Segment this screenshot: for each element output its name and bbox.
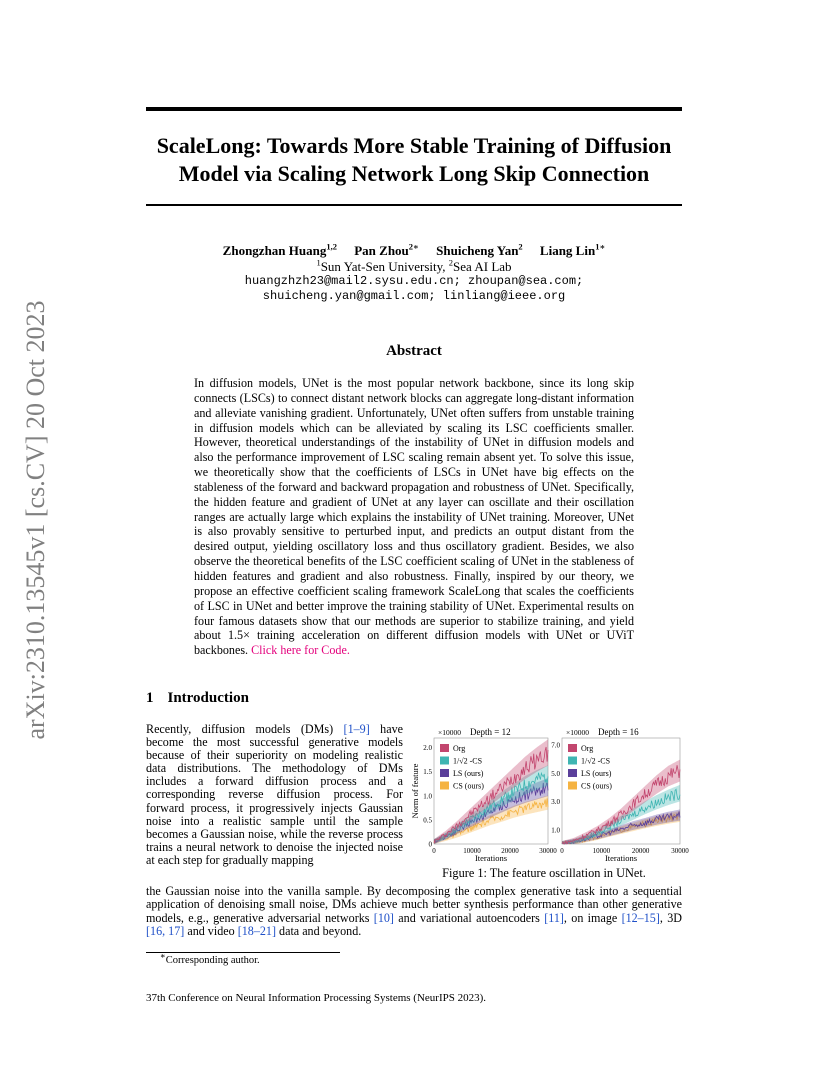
y-tick-label: 1.0 (423, 792, 432, 801)
legend-swatch (568, 744, 577, 752)
x-tick-label: 10000 (463, 847, 481, 855)
venue-note: 37th Conference on Neural Information Processing Systems (NeurIPS 2023). (146, 992, 487, 1004)
x-tick-label: 10000 (592, 847, 611, 855)
x-tick-label: 20000 (631, 847, 650, 855)
intro-paragraph-full: the Gaussian noise into the vanilla sample. By decomposing the complex generative task into a sequential application of denoising small noise, DMs achieve much better synthesis performance than other generative models, e.g., generative adversarial networks [10] and variational autoencoders [11], on image [12–15], 3D [16, 17] and video [18–21] data and beyond. (146, 884, 682, 939)
affiliations: $^1$Sun Yat-Sen University, $^2$Sea AI Lab (316, 257, 512, 274)
x-tick-label: 0 (560, 847, 564, 855)
abstract-heading: Abstract (386, 343, 442, 359)
legend-swatch (440, 782, 449, 790)
title-bottom-rule (146, 204, 682, 206)
y-tick-label: 2.0 (423, 744, 432, 753)
author-block (146, 243, 682, 304)
chart-title: Depth = 12 (470, 727, 511, 737)
y-tick-label: 0.5 (423, 816, 432, 825)
title-line-1: ScaleLong: Towards More Stable Training of Diffusion (156, 133, 672, 158)
title-top-rule (146, 107, 682, 111)
paper-title (146, 132, 682, 188)
legend-label: Org (453, 744, 466, 753)
y-axis-label: Norm of feature (410, 763, 420, 819)
legend-label: CS (ours) (581, 781, 612, 791)
legend-label: Org (581, 744, 594, 753)
scale-note: ×10000 (438, 728, 461, 737)
arxiv-stamp: arXiv:2310.13545v1 [cs.CV] 20 Oct 2023 (21, 300, 50, 740)
citation-link[interactable]: [16, 17] (146, 924, 185, 939)
legend-swatch (440, 769, 449, 777)
x-tick-label: 20000 (501, 847, 519, 855)
chart-title: Depth = 16 (598, 727, 639, 737)
legend-swatch (568, 769, 577, 777)
author-3: Shuicheng Yan$^2$ (436, 241, 523, 258)
code-link[interactable]: Click here for Code. (251, 643, 350, 658)
x-tick-label: 30000 (671, 847, 689, 855)
legend-swatch (568, 782, 577, 790)
y-tick-label: 3.0 (551, 798, 560, 807)
legend-label: 1/√2 -CS (581, 756, 611, 766)
y-tick-label: 5.0 (551, 769, 560, 778)
author-names (146, 243, 682, 258)
citation-link[interactable]: [1–9] (343, 722, 370, 736)
scale-note: ×10000 (566, 728, 589, 737)
author-1: Zhongzhan Huang$^{1,2}$ (222, 241, 337, 258)
legend-swatch (440, 744, 449, 752)
citation-link[interactable]: [11] (544, 910, 564, 925)
y-tick-label: 1.0 (551, 826, 560, 835)
citation-link[interactable]: [10] (373, 910, 394, 925)
x-tick-label: 0 (432, 847, 436, 855)
author-2: Pan Zhou$^{2∗}$ (354, 241, 419, 258)
author-4: Liang Lin$^{1∗}$ (539, 241, 606, 258)
chart-depth-16 (540, 724, 689, 866)
citation-link[interactable]: [18–21] (237, 924, 276, 939)
citation-link[interactable]: [12–15] (621, 910, 660, 925)
legend-swatch (440, 757, 449, 765)
x-tick-label: 30000 (539, 847, 557, 855)
y-tick-label: 1.5 (423, 768, 432, 777)
section-heading: 1 Introduction (146, 690, 249, 706)
legend-label: 1/√2 -CS (453, 756, 483, 766)
footnote-rule (146, 952, 340, 953)
email-line-1: huangzhzh23@mail2.sysu.edu.cn; zhoupan@sea.com; (244, 274, 584, 288)
email-line-2: shuicheng.yan@gmail.com; linliang@ieee.org (262, 289, 566, 303)
legend-swatch (568, 757, 577, 765)
legend-label: LS (ours) (453, 769, 484, 778)
y-tick-label: 0 (428, 840, 432, 849)
legend-label: CS (ours) (453, 781, 484, 791)
intro-paragraph-wrapped: Recently, diffusion models (DMs) [1–9] have become the most successful generative models because of their superiority on modeling realistic data distributions. The methodology of DMs includes a forward diffusion process and a corresponding reverse diffusion process. For forward process, it progressively injects Gaussian noise into a realistic sample until the sample becomes a Gaussian noise, while the reverse process trains a neural network to denoise the injected noise at each step for gradually mapping (146, 722, 403, 867)
footnote: ∗Corresponding author. (160, 950, 260, 966)
abstract-body: In diffusion models, UNet is the most popular network backbone, since its long skip connects (LSCs) to connect distant network blocks can aggregate long-distant information and alleviate vanishing gradient. Unfortunately, UNet often suffers from unstable training in diffusion models which can be alleviated by scaling its LSC coefficients smaller. However, theoretical understandings of the instability of UNet in diffusion models and also the performance improvement of LSC scaling remain absent yet. To solve this issue, we theoretically show that the coefficients of LSCs in UNet have big effects on the stableness of the forward and backward propagation and robustness of UNet. Specifically, the hidden feature and gradient of UNet at any layer can oscillate and their oscillation ranges are actually large which explains the instability of UNet training. Moreover, UNet is also provably sensitive to perturbed input, and predicts an output distant from the desired output, yielding oscillatory loss and thus oscillatory gradient. Besides, we also observe the theoretical benefits of the LSC coefficient scaling of UNet in the stableness of hidden features and gradient and also robustness. Finally, inspired by our theory, we propose an effective coefficient scaling framework ScaleLong that scales the coefficients of LSC in UNet and better improve the training stability of UNet. Experimental results on four famous datasets show that our methods are superior to stabilize training, and yield about 1.5× training acceleration on different diffusion models with UNet or UViT backbones. Click here for Code. (194, 376, 634, 658)
y-tick-label: 7.0 (551, 741, 560, 750)
x-axis-label: Iterations (474, 853, 508, 863)
figure-caption: Figure 1: The feature oscillation in UNet. (442, 866, 646, 880)
x-axis-label: Iterations (604, 853, 638, 863)
legend-label: LS (ours) (581, 769, 612, 778)
title-line-2: Model via Scaling Network Long Skip Connection (178, 161, 650, 186)
